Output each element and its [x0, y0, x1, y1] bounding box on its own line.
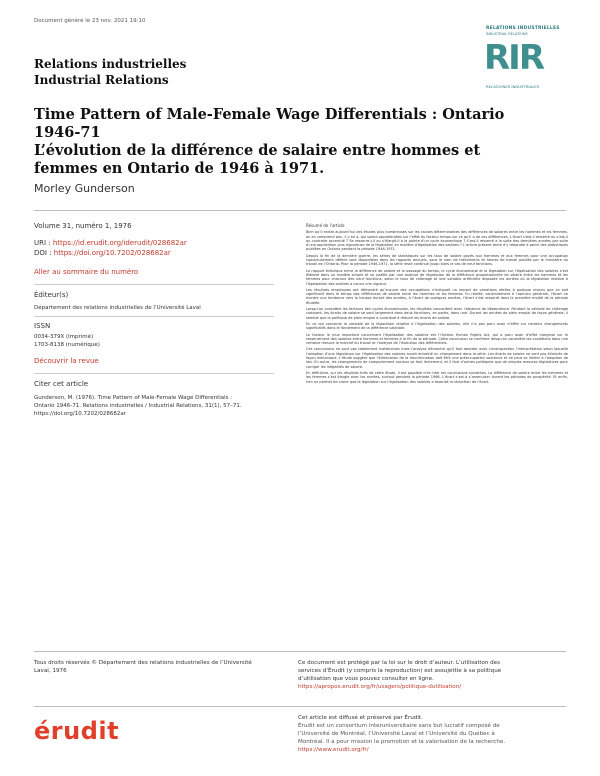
- journal-name: [34, 56, 186, 88]
- abstract-paragraph: Le facteur le plus important concernant l’égalisation des salaires est l’Ontario Human Rights Act, qui a paru avoir d’effet marginal sur le resserrement des salaires entre hommes et femmes à la fin de la période. Cette conclusion se confirme lorsqu’on considère les conditions dans une certaine mesure le marché du travail et l’analyse de l’évolution des différentiels.: [306, 332, 568, 346]
- issn-heading: ISSN: [34, 322, 51, 330]
- journal-name-en: Industrial Relations: [34, 73, 169, 87]
- abstract-paragraph: En ce qui concerne la variable de la législation relative à l’égalisation des salaires, elle n’a pas paru avoir d’effet sur certains changements significatifs dans le fondement de la différence salariale.: [306, 321, 568, 331]
- copyright-line-2: Laval, 1976: [34, 668, 67, 674]
- generated-date: Document généré le 23 nov. 2021 19:10: [34, 18, 146, 24]
- metadata-column: [34, 222, 274, 418]
- title-line-1: Time Pattern of Male-Female Wage Differentials : Ontario: [34, 106, 505, 123]
- citation-line-2: Ontario 1946-71. Relations industrielles / Industrial Relations, 31(1), 57–71.: [34, 403, 242, 409]
- uri-label: URI :: [34, 239, 53, 247]
- divider: [34, 373, 274, 374]
- erudit-line-3: l’Université de Montréal, l’Université Laval et l’Université du Québec à: [298, 731, 495, 737]
- usage-line-2: services d’Érudit (y compris la reproduction) est assujettie à sa politique: [298, 668, 502, 674]
- usage-policy-link[interactable]: https://apropos.erudit.org/fr/usagers/politique-dutilisation/: [298, 684, 462, 690]
- journal-name-fr: Relations industrielles: [34, 57, 187, 71]
- author-name: Morley Gunderson: [34, 182, 135, 195]
- abstract-paragraph: Depuis la fin de la dernière guerre, les séries de statistiques sur les taux de salaire payés aux hommes et aux femmes pour une occupation rigoureusement définie sont disponibles dans les rapports annuels, sous le nom de traitements et heures de travail publiés par le ministère du travail de l’Ontario. Pour la période 1946-1971, la série reste continue jusqu’alors le cas de neuf fonctions.: [306, 253, 568, 267]
- issn-online: 1703-8138 (numérique): [34, 342, 100, 348]
- doi-link[interactable]: https://doi.org/10.7202/028682ar: [53, 249, 171, 257]
- copyright-line-1: Tous droits réservés © Département des relations industrielles de l’Université: [34, 660, 252, 666]
- title-line-2: 1946-71: [34, 124, 101, 141]
- publisher-heading: Éditeur(s): [34, 291, 69, 299]
- divider: [34, 284, 274, 285]
- footer-divider: [34, 651, 566, 652]
- rir-logo: [472, 26, 572, 106]
- uri-link[interactable]: https://id.erudit.org/iderudit/028682ar: [52, 239, 187, 247]
- logo-top-text: RELATIONS INDUSTRIELLES: [486, 26, 560, 31]
- erudit-line-1: Cet article est diffusé et préservé par Érudit.: [298, 715, 423, 721]
- issn-print: 0034-379X (imprimé): [34, 334, 94, 340]
- doi-label: DOI :: [34, 249, 54, 257]
- bottom-divider: [34, 706, 566, 707]
- abstract-paragraph: Le rapport théorique entre la différence de salaire et le passage du temps, le cycle économique et la législation sur l’égalisation des salaires s’est élaboré dans un modèle simple et se justifie par une analyse de régression de la différence proportionnelle de salaire entre les hommes et les femmes pour chacune des neuf fonctions, selon le taux de chômage et une variable artificielle disposée les années où la législation relative à l’égalisation des salaires a connu une vigueur.: [306, 268, 568, 286]
- divider: [34, 316, 274, 317]
- abstract-paragraph: Bien qu’il existe aujourd’hui des études plus nombreuses sur les causes déterminantes des différences de salaires entre les hommes et les femmes, on en comprend peu, il y en a, qui soient approfondies sur l’effet du facteur temps sur ce qu’il a de ces différences. L’écart s’est-il resserré ou s’est-il au contraire accentué ? Se resserre-t-il ou s’élargit-il à la pointe d’un cycle économique ? S’est-il resserré à la suite des dernières années par suite d’une application plus rigoureuse de la législation en matière d’égalisation des salaires ? L’article présent tente d’y répondre à partir des statistiques publiées en Ontario pendant la période 1946-1971.: [306, 230, 568, 252]
- erudit-logo: érudit: [34, 717, 120, 745]
- erudit-line-2: Érudit est un consortium interuniversitaire sans but lucratif composé de: [298, 723, 500, 729]
- discover-journal-link[interactable]: Découvrir la revue: [34, 357, 99, 365]
- usage-line-3: d’utilisation que vous pouvez consulter en ligne.: [298, 676, 434, 682]
- copyright-notice: [34, 659, 284, 675]
- abstract-heading: Résumé de l’article: [306, 223, 345, 228]
- erudit-notice: [298, 714, 568, 754]
- publisher-name: Département des relations industrielles de l’Université Laval: [34, 305, 201, 311]
- logo-bottom-text: RELACIONES INDUSTRIALES: [486, 84, 540, 89]
- uri-line: [34, 238, 274, 248]
- summary-link[interactable]: Aller au sommaire du numéro: [34, 268, 139, 276]
- erudit-line-4: Montréal. Il a pour mission la promotion et la valorisation de la recherche.: [298, 739, 506, 745]
- abstract-paragraph: Les résultats empiriques ont démontré qu’aucune des occupations n’indiquait un impact de variations réelles à quelque niveau que ce soit significatif dans le temps des différences de salaire entre les hommes et les femmes. En réalité, contrairement à l’opinion générale, l’écart ne montre une tendance vers la hausse durant des années, à l’écart de quelques années, l’écart s’est resserré dans la première moitié de la période étudiée.: [306, 287, 568, 305]
- cite-heading: Citer cet article: [34, 380, 89, 388]
- erudit-link[interactable]: https://www.erudit.org/fr/: [298, 747, 369, 753]
- abstract-paragraph: Lorsqu’on considère les facteurs des cycles économiques, les résultats concordent avec l’absence de dépendance. Pendant la période de chômage croissant, les écarts de salaire se sont largement dans deux fonctions, en partie, dans une. Durant les années de plein emploi de façon générale, il semble que la politique de plein emploi a contribué à réduire les écarts de salaire.: [306, 307, 568, 320]
- citation-line-1: Gunderson, M. (1976). Time Pattern of Male-Female Wage Differentials :: [34, 395, 233, 401]
- logo-mark: RIR: [484, 38, 544, 78]
- abstract-column: [306, 224, 568, 386]
- title-line-4: femmes en Ontario de 1946 à 1971.: [34, 160, 325, 177]
- title-line-3: L’évolution de la différence de salaire entre hommes et: [34, 142, 481, 159]
- volume-info: Volume 31, numéro 1, 1976: [34, 222, 132, 230]
- logo-top-text-2: INDUSTRIAL RELATIONS: [486, 32, 528, 36]
- usage-notice: [298, 659, 568, 691]
- abstract-paragraph: En définitive, sur les résultats tirés de cette étude, il est possible d’en tirer les conclusions suivantes. La différence de salaire entre les hommes et les femmes s’est élargie avec les années, surtout pendant la période 1966. L’écart s’est à s’amenuiser durant les périodes de prospérité. Et enfin, rien ne permet de croire que la législation sur l’égalisation des salaires a favorisé la réduction de l’écart.: [306, 370, 568, 384]
- citation-line-3: https://doi.org/10.7202/028682ar: [34, 411, 126, 417]
- usage-line-1: Ce document est protégé par la loi sur le droit d’auteur. L’utilisation des: [298, 660, 500, 666]
- doi-line: [34, 248, 274, 258]
- article-title: [34, 106, 564, 178]
- abstract-paragraph: Ces conclusions ne sont pas totalement inattendues mais l’analyse démontre qu’il faut aborder avec circonspection l’interprétation selon laquelle l’adoption d’une législation sur l’égalisation des salaires aurait entraîné un changement dans la série. Les écarts de salaire ne sont pas éliminés de façon mécanique. L’étude suggère que l’élimination de la discrimination doit être une préoccupation soutenue et ne peut se limiter à l’adoption de lois. En outre, les changements de comportement sociaux se font lentement, et il faut d’autres politiques que de simples mesures législatives pour corriger les inégalités de salaire.: [306, 347, 568, 369]
- top-divider: [34, 210, 566, 211]
